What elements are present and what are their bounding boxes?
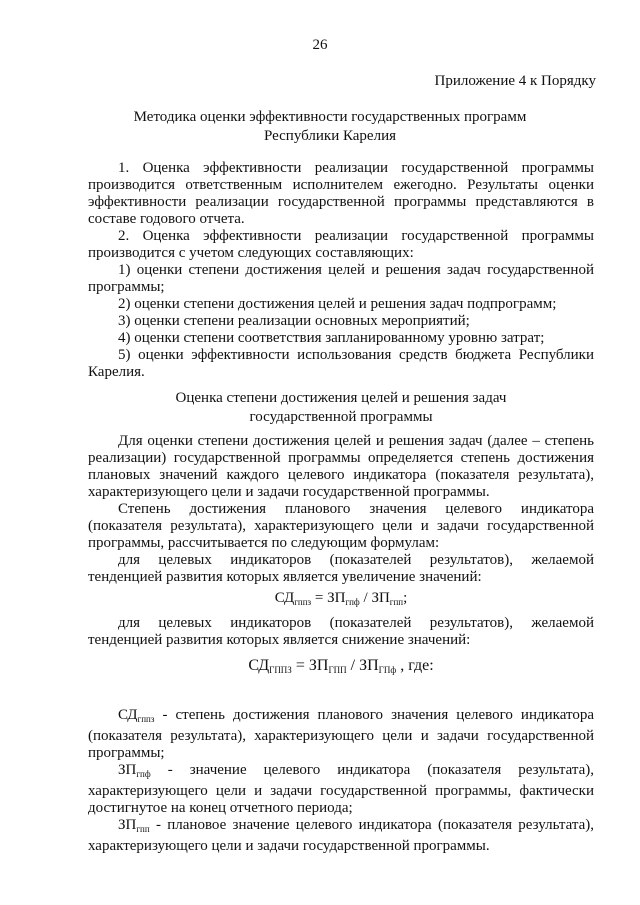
definition-text: - значение целевого индикатора (показателя результата), характеризующего цели и задачи государственной программы, фактически достигнутое на конец отчетного периода; bbox=[88, 762, 594, 816]
list-item: 2) оценки степени достижения целей и решения задач подпрограмм; bbox=[118, 296, 557, 312]
formula-numerator-subscript: гпф bbox=[345, 597, 360, 607]
formula-denominator-subscript: ГПф bbox=[378, 665, 397, 675]
page-number: 26 bbox=[312, 37, 328, 53]
definition-term: ЗП bbox=[118, 762, 137, 778]
section-heading-line-2: государственной программы bbox=[249, 409, 433, 425]
formula-numerator: ЗП bbox=[308, 657, 329, 674]
formula-lhs: СД bbox=[274, 590, 295, 606]
paragraph-2: 2. Оценка эффективности реализации государственной программы производится с учетом следующих составляющих: bbox=[88, 228, 594, 261]
formula-lhs-subscript: ГППЗ bbox=[269, 665, 292, 675]
list-item: 4) оценки степени соответствия запланированному уровню затрат; bbox=[118, 330, 545, 346]
definition-1 bbox=[88, 707, 594, 762]
definition-term-subscript: гпп bbox=[136, 824, 150, 834]
formula-decrease bbox=[88, 657, 594, 679]
section-paragraph-2: Степень достижения планового значения целевого индикатора (показателя результата), характеризующего цели и задачи государственной программы, рассчитывается по следующим формулам: bbox=[88, 501, 594, 551]
formula-denominator: ЗП bbox=[371, 590, 390, 606]
formula-equals: = bbox=[291, 657, 309, 674]
definition-term: ЗП bbox=[118, 817, 137, 833]
formula-divide: / bbox=[346, 657, 360, 674]
section-paragraph-4: для целевых индикаторов (показателей результатов), желаемой тенденцией развития которых является снижение значений: bbox=[88, 615, 594, 648]
title-line-1: Методика оценки эффективности государственных программ bbox=[133, 109, 527, 125]
formula-equals: = bbox=[311, 590, 328, 606]
formula-numerator-subscript: ГПП bbox=[328, 665, 347, 675]
formula-denominator: ЗП bbox=[359, 657, 379, 674]
definition-2 bbox=[88, 762, 594, 817]
paragraph-1: 1. Оценка эффективности реализации государственной программы производится ответственным исполнителем ежегодно. Результаты оценки эффективности реализации государственной программы представляются в составе годового отчета. bbox=[88, 160, 594, 227]
list-item: 1) оценки степени достижения целей и решения задач государственной программы; bbox=[88, 262, 594, 295]
formula-lhs: СД bbox=[248, 657, 270, 674]
formula-end: ; bbox=[403, 590, 408, 606]
list-item: 5) оценки эффективности использования средств бюджета Республики Карелия. bbox=[88, 347, 594, 380]
section-heading bbox=[88, 389, 594, 427]
section-paragraph-3: для целевых индикаторов (показателей результатов), желаемой тенденцией развития которых является увеличение значений: bbox=[88, 552, 594, 585]
formula-denominator-subscript: гпп bbox=[389, 597, 404, 607]
appendix-label: Приложение 4 к Порядку bbox=[434, 73, 596, 89]
list-item: 3) оценки степени реализации основных мероприятий; bbox=[118, 313, 470, 329]
definition-text: - плановое значение целевого индикатора (показателя результата), характеризующего цели и задачи государственной программы. bbox=[88, 817, 594, 854]
document-body bbox=[88, 160, 594, 855]
definition-term-subscript: гпф bbox=[136, 769, 151, 779]
formula-lhs-subscript: гппз bbox=[294, 597, 312, 607]
document-title bbox=[88, 108, 572, 146]
definition-text: - степень достижения планового значения целевого индикатора (показателя результата), характеризующего цели и задачи государственной программы; bbox=[88, 707, 594, 761]
formula-divide: / bbox=[359, 590, 372, 606]
definition-3 bbox=[88, 817, 594, 855]
section-heading-line-1: Оценка степени достижения целей и решения задач bbox=[175, 390, 507, 406]
formula-increase bbox=[88, 590, 594, 611]
definition-term: СД bbox=[118, 707, 138, 723]
section-paragraph-1: Для оценки степени достижения целей и решения задач (далее – степень реализации) государственной программы определяется степень достижения плановых значений каждого целевого индикатора (показателя результата), характеризующего цели и задачи государственной программы. bbox=[88, 433, 594, 500]
title-line-2: Республики Карелия bbox=[263, 128, 397, 144]
formula-end: , где: bbox=[396, 657, 434, 674]
formula-numerator: ЗП bbox=[327, 590, 346, 606]
definition-term-subscript: гппз bbox=[137, 714, 155, 724]
